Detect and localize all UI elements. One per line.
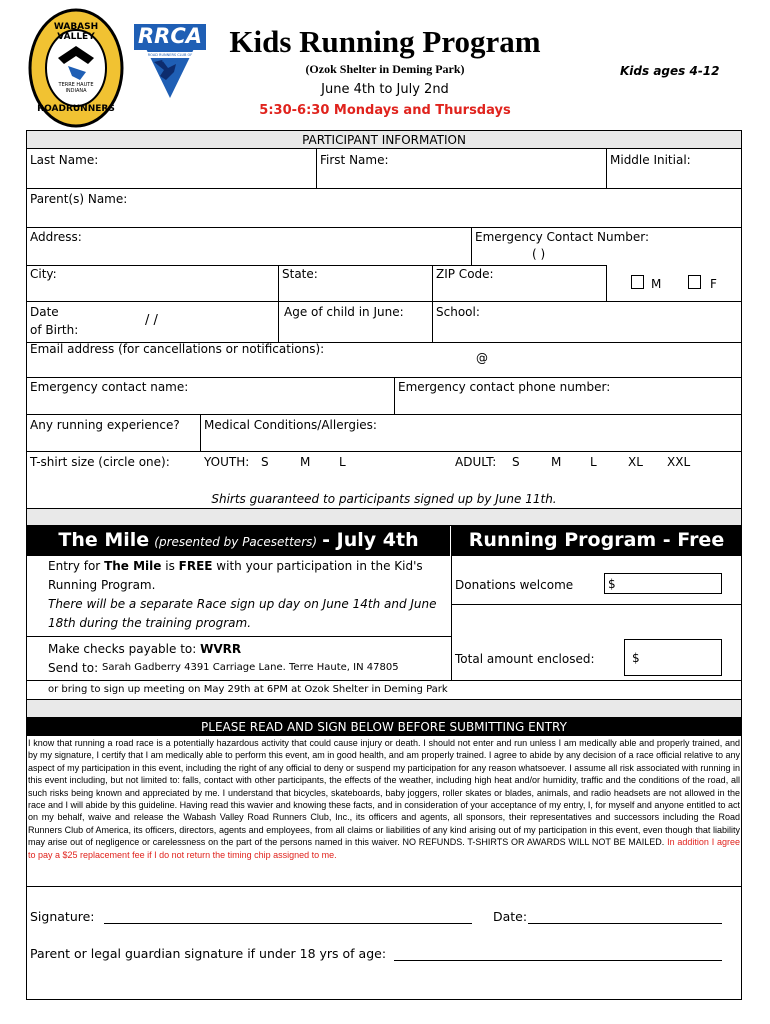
checks-payable-line — [48, 642, 241, 656]
sign-up-meeting-note: or bring to sign up meeting on May 29th at 6PM at Ozok Shelter in Deming Park — [48, 684, 448, 695]
youth-label: YOUTH: — [204, 455, 250, 469]
guardian-signature-label: Parent or legal guardian signature if under 18 yrs of age: — [30, 946, 387, 961]
wvrr-logo — [28, 6, 124, 130]
middle-initial-label: Middle Initial: — [610, 153, 691, 167]
last-name-field[interactable] — [27, 168, 315, 187]
send-to-address: Sarah Gadberry 4391 Carriage Lane. Terre Haute, IN 47805 — [102, 662, 399, 673]
mile-entry-text-b: The Mile — [104, 559, 162, 573]
email-field[interactable] — [30, 358, 740, 376]
emergency-contact-phone-label: Emergency contact phone number: — [398, 380, 611, 394]
gender-m-label: M — [651, 277, 662, 291]
mile-entry-line4: 18th during the training program. — [48, 616, 252, 630]
age-in-june-label: Age of child in June: — [284, 305, 404, 319]
parents-name-field[interactable] — [130, 190, 740, 226]
city-label: City: — [30, 267, 57, 281]
running-experience-label: Any running experience? — [30, 418, 180, 432]
zip-label: ZIP Code: — [436, 267, 494, 281]
mile-entry-line1 — [48, 559, 423, 573]
adult-size-s[interactable]: S — [512, 455, 520, 469]
donation-amount-field[interactable] — [604, 573, 722, 594]
date-of-birth-field[interactable] — [100, 303, 276, 341]
mile-entry-text-d: FREE — [178, 559, 213, 573]
participant-section-title: PARTICIPANT INFORMATION — [302, 133, 466, 147]
mile-title — [27, 529, 450, 551]
adult-size-xl[interactable]: XL — [628, 455, 643, 469]
waiver-chip-fee: In addition I agree to pay a $25 replacement fee if I do not return the timing chip assigned to me. — [28, 837, 740, 860]
emergency-contact-number-field[interactable] — [600, 245, 740, 263]
state-field[interactable] — [320, 266, 430, 300]
mile-entry-text-c: is — [161, 559, 179, 573]
emergency-contact-number-parens: ( ) — [532, 247, 546, 261]
shirts-guarantee-note: Shirts guaranteed to participants signed up by June 11th. — [211, 492, 557, 506]
total-currency: $ — [632, 651, 640, 665]
checks-payable-name: WVRR — [200, 642, 242, 656]
youth-size-s[interactable]: S — [261, 455, 269, 469]
last-name-label: Last Name: — [30, 153, 99, 167]
mile-entry-line3: There will be a separate Race sign up day on June 14th and June — [48, 597, 437, 611]
ages-label: Kids ages 4-12 — [620, 64, 720, 78]
adult-size-xxl[interactable]: XXL — [667, 455, 691, 469]
guardian-signature-line[interactable] — [394, 944, 722, 961]
school-field[interactable] — [485, 303, 740, 341]
gender-m-checkbox[interactable] — [631, 275, 644, 289]
total-enclosed-label: Total amount enclosed: — [455, 652, 595, 666]
mile-entry-text-a: Entry for — [48, 559, 105, 573]
mile-title-presented: (presented by Pacesetters) — [154, 535, 318, 549]
tshirt-size-label: T-shirt size (circle one): — [30, 455, 170, 469]
date-label: Date — [30, 305, 59, 319]
gender-f-checkbox[interactable] — [688, 275, 701, 289]
school-label: School: — [436, 305, 480, 319]
city-field[interactable] — [60, 266, 276, 300]
first-name-field[interactable] — [317, 168, 605, 187]
youth-size-m[interactable]: M — [300, 455, 311, 469]
separator-band-2 — [27, 700, 741, 717]
send-to-label: Send to: — [48, 661, 99, 675]
program-title: Running Program - Free — [468, 529, 725, 551]
program-dates: June 4th to July 2nd — [321, 82, 449, 97]
medical-conditions-field[interactable] — [372, 416, 740, 450]
rrca-logo-subtext: ROAD RUNNERS CLUB OF AMERICA — [147, 53, 193, 63]
state-label: State: — [282, 267, 318, 281]
mile-title-date: - July 4th — [322, 529, 419, 551]
mile-title-main: The Mile — [58, 529, 150, 551]
wvrr-logo-center-text: TERRE HAUTE INDIANA — [58, 82, 94, 94]
wvrr-logo-top-text: WABASH VALLEY — [53, 22, 99, 42]
emergency-contact-phone-field[interactable] — [600, 379, 740, 413]
date-signed-label: Date: — [493, 909, 528, 924]
mile-entry-line2: Running Program. — [48, 578, 156, 592]
date-of-birth-label: of Birth: — [30, 323, 79, 337]
wvrr-logo-bottom-text: ROADRUNNERS — [37, 104, 115, 114]
address-label: Address: — [30, 230, 82, 244]
date-of-birth-slashes: / / — [145, 313, 158, 328]
emergency-contact-name-field[interactable] — [180, 379, 392, 413]
donations-label: Donations welcome — [455, 578, 574, 592]
waiver-title: PLEASE READ AND SIGN BELOW BEFORE SUBMITTING ENTRY — [201, 720, 567, 734]
first-name-label: First Name: — [320, 153, 389, 167]
separator-band-1 — [27, 509, 741, 525]
location-subtitle: (Ozok Shelter in Deming Park) — [305, 62, 465, 76]
middle-initial-field[interactable] — [607, 168, 741, 187]
gender-f-label: F — [710, 277, 717, 291]
waiver-text — [28, 737, 740, 861]
program-times: 5:30-6:30 Mondays and Thursdays — [259, 103, 511, 118]
adult-size-m[interactable]: M — [551, 455, 562, 469]
youth-size-l[interactable]: L — [339, 455, 346, 469]
email-at-sign: @ — [476, 351, 488, 365]
checks-payable-text: Make checks payable to: — [48, 642, 201, 656]
mile-entry-text-e: with your participation in the Kid's — [212, 559, 423, 573]
signature-line[interactable] — [104, 907, 472, 924]
waiver-body: I know that running a road race is a potentially hazardous activity that could cause injury or death. I should not enter and run unless I am medically able and properly trained, and by my signature, I certify that I am medically able to perform this event, am in good health, and am properly trained. I agree to abide by any decision of a race official relative to any aspect of my participation in this event, including the right of any official to deny or suspend my participation for any reason whatsoever. I assume all risk associated with running in this event including, but not limited to: falls, contact with other participants, the effects of the weather, including high heat and/or humidity, traffic and the conditions of the road, all such risks being known and appreciated by me. I understand that bicycles, skateboards, baby joggers, roller skates or blades, animals, and radio headsets are not allowed in the race and I will abide by this guideline. Having read this wavier and knowing these facts, and in consideration of your acceptance of my entry, I, for myself and anyone entitled to act on my behalf, waive and release the Wabash Valley Road Runners Club, Inc., its officers and agents, all sponsors, their representatives and successors including the Road Runners Club of America, its officers, directors, agents and employees, from all claims or liabilities of any kind arising out of my participation in this event, even though that liability may arise out of negligence or carelessness on the part of the persons named in this waiver. NO REFUNDS. T-SHIRTS OR AWARDS WILL NOT BE MAILED. — [28, 738, 740, 848]
page-title: Kids Running Program — [229, 24, 541, 59]
emergency-contact-name-label: Emergency contact name: — [30, 380, 189, 394]
adult-size-l[interactable]: L — [590, 455, 597, 469]
rrca-logo-text: RRCA — [137, 24, 202, 48]
parents-name-label: Parent(s) Name: — [30, 192, 128, 206]
medical-conditions-label: Medical Conditions/Allergies: — [204, 418, 377, 432]
rrca-logo — [132, 22, 208, 100]
emergency-contact-number-label: Emergency Contact Number: — [475, 230, 650, 244]
donation-currency: $ — [608, 577, 616, 591]
age-in-june-field[interactable] — [282, 322, 430, 342]
adult-label: ADULT: — [455, 455, 497, 469]
zip-field[interactable] — [495, 266, 603, 300]
running-experience-field[interactable] — [30, 434, 198, 450]
signature-label: Signature: — [30, 909, 95, 924]
email-label: Email address (for cancellations or notifications): — [30, 342, 325, 356]
address-field[interactable] — [90, 229, 470, 263]
date-signed-line[interactable] — [528, 907, 722, 924]
